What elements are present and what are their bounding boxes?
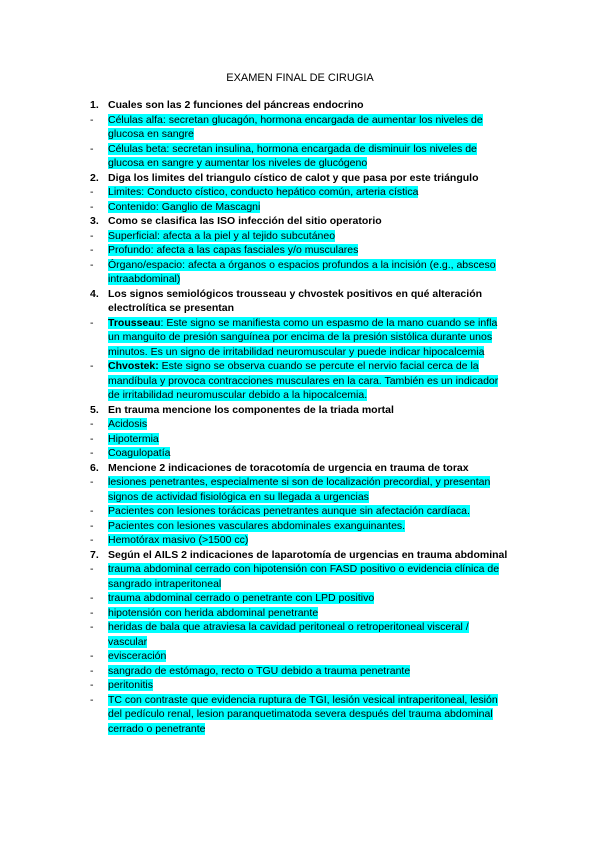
answer-item (90, 432, 510, 447)
answer-text: trauma abdominal cerrado con hipotensión con FASD positivo o evidencia clínica de sangrado intraperitoneal (108, 563, 500, 590)
answer-item (90, 519, 510, 534)
answer-item (90, 678, 510, 693)
dash-bullet: - (90, 418, 94, 430)
answer-text: heridas de bala que atraviesa la cavidad peritoneal o retroperitoneal visceral / vascular (108, 621, 469, 648)
question-text: Cuales son las 2 funciones del páncreas endocrino (108, 99, 364, 111)
question-text: Según el AILS 2 indicaciones de laparotomía de urgencias en trauma abdominal (108, 548, 508, 561)
highlighted-answer (108, 505, 470, 517)
answer-item (90, 200, 510, 215)
dash-bullet: - (90, 679, 94, 691)
answer-text: evisceración (108, 650, 167, 662)
answer-item (90, 606, 510, 621)
answer-text: Este signo se observa cuando se percute el nervio facial cerca de la mandíbula y provoca contracciones musculares en la cara. También es un indicador de irritabilidad neuromuscular debido a la hipocalcemia. (108, 360, 499, 401)
dash-bullet: - (90, 200, 94, 213)
answer-item (90, 446, 510, 461)
answer-text: Profundo: afecta a las capas fasciales y/o musculares (108, 244, 359, 256)
highlighted-answer (108, 244, 358, 256)
question-number: 5. (90, 403, 99, 416)
dash-bullet: - (90, 621, 94, 633)
answer-item (90, 562, 510, 591)
answer-item (90, 258, 510, 287)
highlighted-answer (108, 665, 410, 677)
answer-item (90, 591, 510, 606)
dash-bullet: - (90, 432, 94, 445)
answer-text: Limites: Conducto cístico, conducto hepático común, arteria cística (108, 186, 419, 198)
question-text: Los signos semiológicos trousseau y chvostek positivos en qué alteración electrolítica se presentan (108, 287, 483, 314)
highlighted-answer (108, 360, 498, 401)
answer-item (90, 664, 510, 679)
question-number: 7. (90, 548, 99, 561)
answer-text: Coagulopatía (108, 447, 171, 459)
dash-bullet: - (90, 360, 94, 372)
highlighted-answer (108, 433, 159, 445)
dash-bullet: - (90, 113, 94, 126)
highlighted-answer (108, 563, 499, 590)
question-heading (90, 287, 510, 316)
dash-bullet: - (90, 186, 94, 198)
question-text: En trauma mencione los componentes de la triada mortal (108, 403, 394, 416)
question-text: Mencione 2 indicaciones de toracotomía de urgencia en trauma de torax (108, 461, 469, 474)
question-text: Diga los limites del triangulo cístico de calot y que pasa por este triángulo (108, 171, 479, 184)
answer-text: Pacientes con lesiones vasculares abdominales exanguinantes. (108, 519, 406, 532)
dash-bullet: - (90, 142, 94, 155)
answer-text: Órgano/espacio: afecta a órganos o espacios profundos a la incisión (e.g., absceso intraabdominal) (108, 258, 496, 285)
answer-item (90, 504, 510, 519)
answer-text: lesiones penetrantes, especialmente si son de localización precordial, y presentan signos de actividad fisiológica en su llegada a urgencias (108, 476, 491, 503)
question-number: 3. (90, 215, 99, 227)
dash-bullet: - (90, 447, 94, 459)
highlighted-answer (108, 621, 469, 648)
answer-item (90, 142, 510, 171)
answer-item (90, 475, 510, 504)
answer-item (90, 533, 510, 548)
answer-text: trauma abdominal cerrado o penetrante con LPD positivo (108, 592, 375, 604)
answer-text: hipotensión con herida abdominal penetrante (108, 606, 319, 619)
question-number: 1. (90, 99, 99, 111)
highlighted-answer (108, 114, 483, 141)
answer-item (90, 620, 510, 649)
dash-bullet: - (90, 650, 94, 662)
answer-item (90, 243, 510, 258)
dash-bullet: - (90, 258, 94, 271)
highlighted-answer (108, 186, 418, 198)
answer-lead: Trousseau (108, 316, 161, 329)
answer-text: : Este signo se manifiesta como un espasmo de la mano cuando se infla un manguito de presión sanguínea por encima de la presión sistólica durante unos minutos. Es un signo de irritabilidad neuromuscular y puede indicar hipocalcemia (108, 316, 498, 358)
page-title: EXAMEN FINAL DE CIRUGIA (226, 72, 374, 84)
answer-text: TC con contraste que evidencia ruptura de TGI, lesión vesical intraperitoneal, lesión del pedículo renal, lesion paranquetimatoda severa después del trauma abdominal cerrado o penetrante (108, 693, 498, 735)
answer-lead: Chvostek: (108, 360, 159, 372)
answer-item (90, 649, 510, 664)
dash-bullet: - (90, 229, 94, 242)
highlighted-answer (108, 694, 498, 735)
dash-bullet: - (90, 664, 94, 677)
question-heading (90, 98, 510, 113)
highlighted-answer (108, 679, 153, 691)
dash-bullet: - (90, 244, 94, 256)
question-heading (90, 548, 510, 563)
answer-item (90, 113, 510, 142)
answer-text: sangrado de estómago, recto o TGU debido a trauma penetrante (108, 664, 411, 677)
highlighted-answer (108, 418, 147, 430)
highlighted-answer (108, 592, 374, 604)
answer-item (90, 417, 510, 432)
dash-bullet: - (90, 534, 94, 546)
answer-text: Superficial: afecta a la piel y al tejido subcutáneo (108, 229, 336, 242)
question-number: 4. (90, 287, 99, 300)
highlighted-answer (108, 143, 477, 170)
highlighted-answer (108, 201, 260, 213)
dash-bullet: - (90, 505, 94, 517)
answer-text: Pacientes con lesiones torácicas penetrantes aunque sin afectación cardíaca. (108, 505, 470, 517)
answer-item (90, 359, 510, 403)
dash-bullet: - (90, 563, 94, 575)
answer-item (90, 229, 510, 244)
question-number: 6. (90, 461, 99, 474)
dash-bullet: - (90, 693, 94, 706)
answer-text: Hipotermia (108, 432, 159, 445)
answer-text: Contenido: Ganglio de Mascagni (108, 200, 261, 213)
dash-bullet: - (90, 476, 94, 488)
answer-item (90, 693, 510, 737)
answer-text: peritonitis (108, 679, 153, 691)
dash-bullet: - (90, 592, 94, 604)
answer-text: Hemotórax masivo (>1500 cc) (108, 534, 249, 546)
highlighted-answer (108, 230, 335, 242)
dash-bullet: - (90, 316, 94, 329)
answer-text: Acidosis (108, 418, 148, 430)
question-heading (90, 171, 510, 186)
highlighted-answer (108, 317, 497, 358)
dash-bullet: - (90, 606, 94, 619)
question-list (90, 98, 510, 736)
question-heading (90, 214, 510, 229)
highlighted-answer (108, 520, 405, 532)
dash-bullet: - (90, 519, 94, 532)
question-number: 2. (90, 171, 99, 184)
highlighted-answer (108, 534, 248, 546)
highlighted-answer (108, 607, 318, 619)
highlighted-answer (108, 447, 170, 459)
question-text: Como se clasifica las ISO infección del sitio operatorio (108, 215, 382, 227)
question-heading (90, 403, 510, 418)
answer-text: Células alfa: secretan glucagón, hormona encargada de aumentar los niveles de glucosa en sangre (108, 113, 483, 140)
answer-item (90, 316, 510, 360)
answer-item (90, 185, 510, 200)
highlighted-answer (108, 650, 166, 662)
highlighted-answer (108, 259, 496, 286)
question-heading (90, 461, 510, 476)
highlighted-answer (108, 476, 490, 503)
answer-text: Células beta: secretan insulina, hormona encargada de disminuir los niveles de glucosa en sangre y aumentar los niveles de glucógeno (108, 142, 477, 169)
